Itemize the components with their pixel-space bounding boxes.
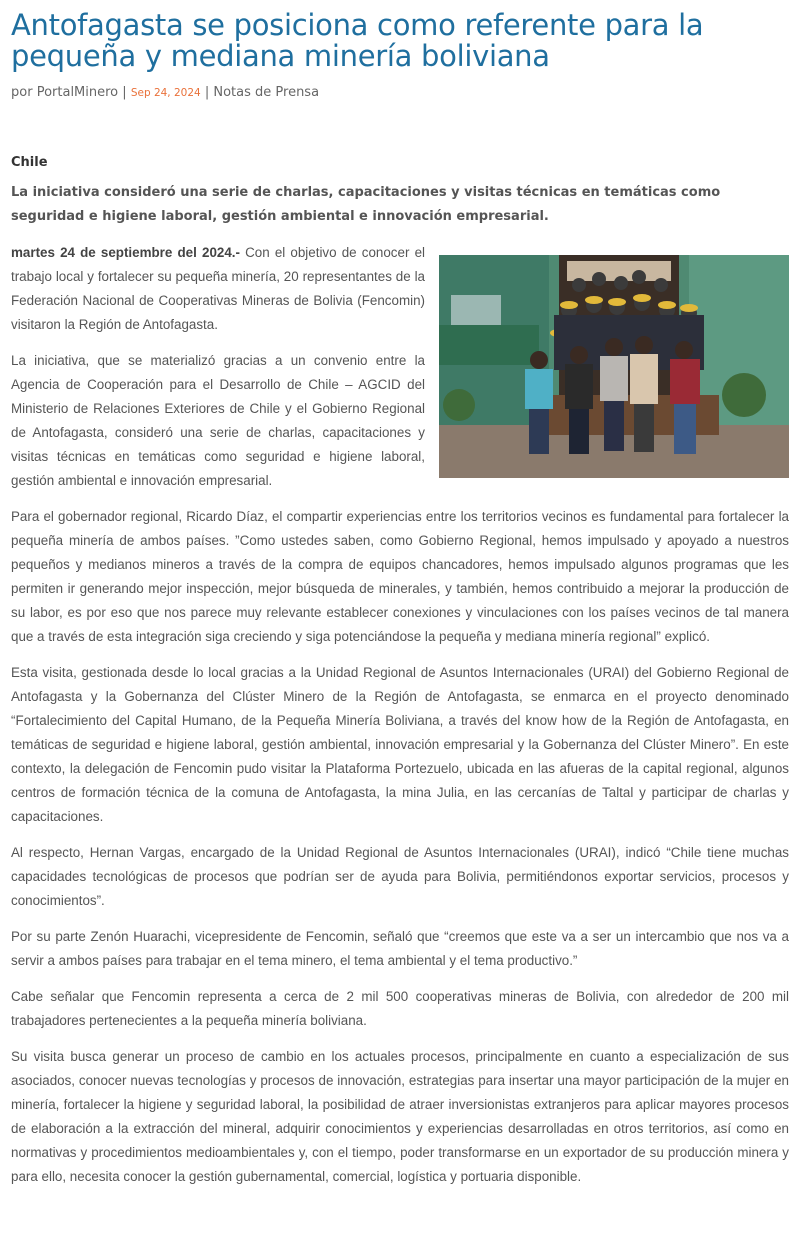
- post-date: Sep 24, 2024: [130, 87, 201, 99]
- paragraph-7: Cabe señalar que Fencomin representa a cerca de 2 mil 500 cooperativas mineras de Bolivia, con alrededor de 200 mil trabajadores pertenecientes a la pequeña minería boliviana.: [11, 989, 789, 1028]
- paragraph-text: Con el objetivo de conocer el trabajo local y fortalecer su pequeña minería, 20 representantes de la Federación Nacional de Cooperativas Mineras de Bolivia (Fencomin) visitaron la Región de Antofagasta.: [11, 245, 425, 332]
- author-prefix: por: [11, 85, 33, 100]
- lead-paragraph: La iniciativa consideró una serie de charlas, capacitaciones y visitas técnicas en temáticas como seguridad e higiene laboral, gestión ambiental e innovación empresarial.: [11, 185, 721, 224]
- paragraph-6: Por su parte Zenón Huarachi, vicepresidente de Fencomin, señaló que “creemos que este va a ser un intercambio que nos va a servir a ambos países para trabajar en el tema minero, el tema ambiental y el tema productivo.”: [11, 929, 789, 968]
- paragraph-2: La iniciativa, que se materializó gracias a un convenio entre la Agencia de Cooperación para el Desarrollo de Chile – AGCID del Ministerio de Relaciones Exteriores de Chile y el Gobierno Regional de Antofagasta, consideró una serie de charlas, capacitaciones y visitas técnicas en temáticas como seguridad e higiene laboral, gestión ambiental e innovación empresarial.: [11, 353, 425, 488]
- paragraph-8: Su visita busca generar un proceso de cambio en los actuales procesos, principalmente en cuanto a especialización de sus asociados, conocer nuevas tecnologías y procesos de innovación, estrategias para insertar una mayor participación de la mujer en minería, fortalecer la higiene y seguridad laboral, la posibilidad de atraer inversionistas extranjeros para aplicar mayores procesos de elaboración a la extracción del mineral, adquirir conocimientos y experiencias desarrolladas en otros territorios, así como en normativas y procedimientos medioambientales y, con el tiempo, poder transformarse en un exportador de su producción minera y para ello, necesita conocer la gestión gubernamental, comercial, logística y portuaria disponible.: [11, 1049, 789, 1184]
- article-body: [11, 241, 789, 1189]
- author-link[interactable]: PortalMinero: [36, 85, 119, 100]
- article-title: Antofagasta se posiciona como referente para la pequeña y mediana minería boliviana: [11, 8, 704, 73]
- article-photo: [439, 255, 789, 478]
- paragraph-4: Esta visita, gestionada desde lo local gracias a la Unidad Regional de Asuntos Internacionales (URAI) del Gobierno Regional de Antofagasta y la Gobernanza del Clúster Minero de la Región de Antofagasta, se enmarca en el proyecto denominado “Fortalecimiento del Capital Humano, de la Pequeña Minería Boliviana, a través del know how de la Región de Antofagasta, en temáticas de seguridad e higiene laboral, gestión ambiental, innovación empresarial y la Gobernanza del Clúster Minero”. En este contexto, la delegación de Fencomin pudo visitar la Plataforma Portezuelo, ubicada en las afueras de la capital regional, algunos centros de formación técnica de la comuna de Antofagasta, la mina Julia, en las cercanías de Taltal y participar de charlas y capacitaciones.: [11, 665, 789, 824]
- meta-separator: |: [204, 85, 210, 100]
- post-meta: [11, 83, 789, 103]
- dateline: martes 24 de septiembre del 2024.-: [11, 245, 240, 260]
- article: [11, 0, 789, 1201]
- country-label: Chile: [11, 155, 48, 170]
- paragraph-5: Al respecto, Hernan Vargas, encargado de la Unidad Regional de Asuntos Internacionales (URAI), indicó “Chile tiene muchas capacidades tecnológicas de procesos que podrían ser de ayuda para Bolivia, permitiéndonos exportar servicios, procesos y conocimientos”.: [11, 845, 789, 908]
- category-link[interactable]: Notas de Prensa: [213, 85, 320, 100]
- meta-separator: |: [122, 85, 127, 100]
- paragraph-3: Para el gobernador regional, Ricardo Díaz, el compartir experiencias entre los territorios vecinos es fundamental para fortalecer la pequeña minería de ambos países. ”Como ustedes saben, como Gobierno Regional, hemos impulsado y apoyado a nuestros pequeños y medianos mineros a través de la compra de equipos chancadores, hemos impulsado algunos programas que les permiten ir generando mejor inspección, mejor búsqueda de minerales, y también, hemos contribuido a mejorar la producción de su labor, es por eso que nos parece muy relevante establecer conexiones y vinculaciones con los países vecinos de tal manera que a través de esta integración siga creciendo y siga potenciándose la pequeña y mediana minería regional” explicó.: [11, 509, 789, 644]
